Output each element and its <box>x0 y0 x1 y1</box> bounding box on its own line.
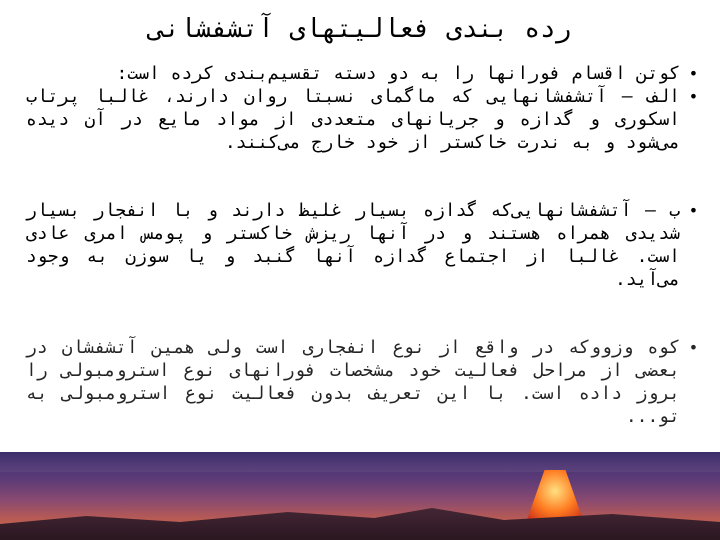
volcano-landscape-image <box>0 452 720 540</box>
bullet-dot-icon: • <box>688 87 700 106</box>
bullet-dot-icon: • <box>688 338 700 357</box>
mountain-ridge <box>0 500 720 540</box>
bullet-text: کوتن اقسام فورانها را به دو دسته تقسیم‌بندی کرده است: <box>116 63 680 84</box>
slide-title: رده بندی فعالیتهای آتشفشانی <box>148 14 572 44</box>
bullet-item-1 <box>26 62 702 85</box>
bullet-item-4 <box>26 336 702 428</box>
bullet-dot-icon: • <box>688 201 700 220</box>
slide-body <box>26 62 702 428</box>
bullet-text: ب – آتشفشانهایی‌که گدازه بسیار غلیظ دارند و با انفجار بسیار شدیدی همراه هستند و در آنها ریزش خاکستر و پومس امری عادی است. غالبا از اجتماع گدازه آنها گنبد و یا سوزن به وجود می‌آید. <box>26 200 680 290</box>
bullet-dot-icon: • <box>688 64 700 83</box>
sky-haze <box>0 452 720 472</box>
spacer <box>26 154 702 199</box>
bullet-item-3 <box>26 199 702 291</box>
bullet-text: کوه وزووکه در واقع از نوع انفجاری است ولی همین آتشفشان در بعضی از مراحل فعالیت خود مشخصات فورانهای نوع استرومبولی را بروز داده است. با این تعریف بدون فعالیت نوع استرومبولی به تو... <box>26 337 680 427</box>
bullet-text: الف – آتشفشانهایی که ماگمای نسبتا روان دارند، غالبا پرتاب اسکوری و گدازه و جریانهای متعددی از مواد مایع در آن دیده می‌شود و به ندرت خاکستر از خود خارج می‌کنند. <box>26 86 680 153</box>
spacer <box>26 291 702 336</box>
bullet-item-2 <box>26 85 702 154</box>
